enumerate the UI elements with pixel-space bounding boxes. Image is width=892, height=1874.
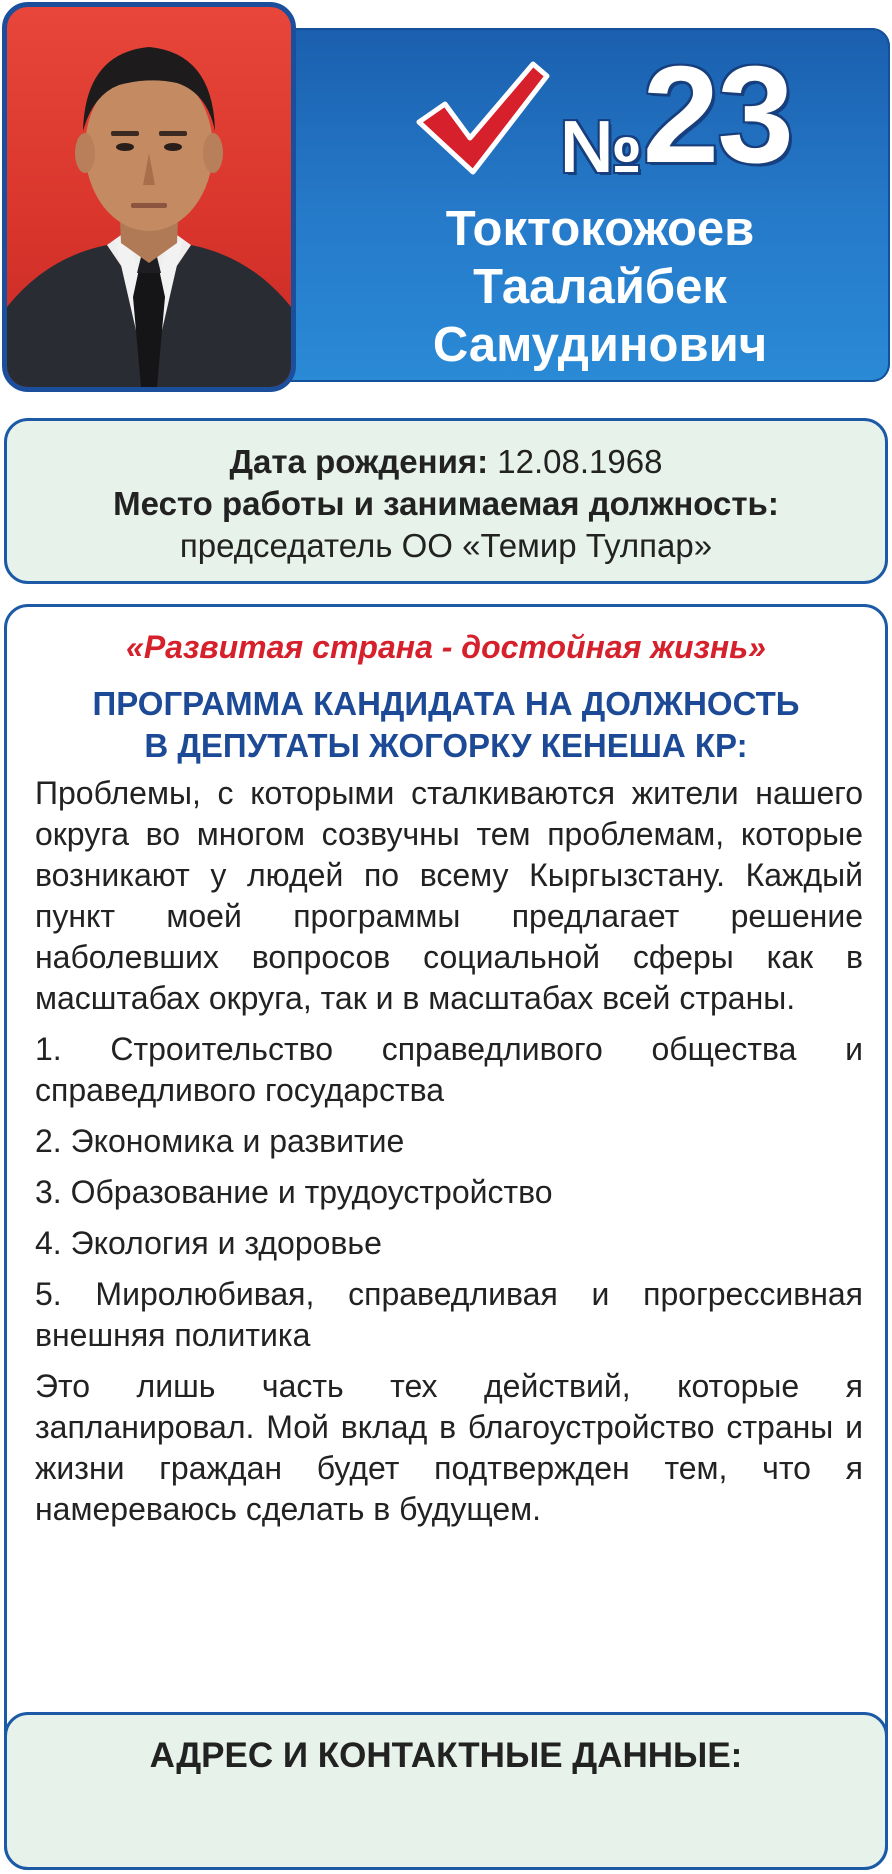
program-title	[7, 683, 885, 767]
work-label-row	[7, 483, 885, 525]
program-title-line: В ДЕПУТАТЫ ЖОГОРКУ КЕНЕША КР:	[144, 727, 748, 764]
slogan: «Развитая страна - достойная жизнь»	[126, 629, 766, 665]
program-item: 4. Экология и здоровье	[35, 1225, 382, 1261]
birth-label: Дата рождения:	[229, 443, 489, 480]
program-item: 2. Экономика и развитие	[35, 1123, 405, 1159]
program-body	[35, 773, 863, 1540]
program-outro: Это лишь часть тех действий, которые я запланировал. Мой вклад в благоустройство страны и жизни граждан будет подтвержден тем, что я намереваюсь сделать в будущем.	[35, 1368, 863, 1527]
birth-value: 12.08.1968	[497, 443, 663, 480]
contacts-title: АДРЕС И КОНТАКТНЫЕ ДАННЫЕ:	[149, 1736, 743, 1775]
program-item: 5. Миролюбивая, справедливая и прогрессивная внешняя политика	[35, 1276, 863, 1353]
contacts-box	[4, 1712, 888, 1870]
program-box	[4, 604, 888, 1870]
checkmark-icon	[415, 60, 550, 180]
program-title-line: ПРОГРАММА КАНДИДАТА НА ДОЛЖНОСТЬ	[92, 685, 800, 722]
first-name: Таалайбек	[473, 260, 727, 314]
number-value: 23	[642, 38, 792, 192]
portrait-image	[7, 7, 291, 387]
program-item: 1. Строительство справедливого общества и справедливого государства	[35, 1031, 863, 1108]
patronymic: Самудинович	[432, 318, 768, 372]
info-box	[4, 418, 888, 584]
surname: Токтокожоев	[445, 202, 755, 256]
program-item: 3. Образование и трудоустройство	[35, 1174, 553, 1210]
candidate-number	[560, 38, 792, 192]
candidate-photo	[2, 2, 296, 392]
work-value: председатель ОО «Темир Тулпар»	[179, 527, 713, 564]
birth-row	[7, 441, 885, 483]
candidate-name	[380, 200, 820, 374]
program-intro: Проблемы, с которыми сталкиваются жители нашего округа во многом созвучны тем проблемам, которые возникают у людей по всему Кыргызстану. Каждый пункт моей программы предлагает решение наболевших вопросов социальной сферы как в масштабах округа, так и в масштабах всей страны.	[35, 775, 863, 1016]
work-label: Место работы и занимаемая должность:	[113, 485, 779, 522]
number-prefix: №	[560, 105, 643, 188]
